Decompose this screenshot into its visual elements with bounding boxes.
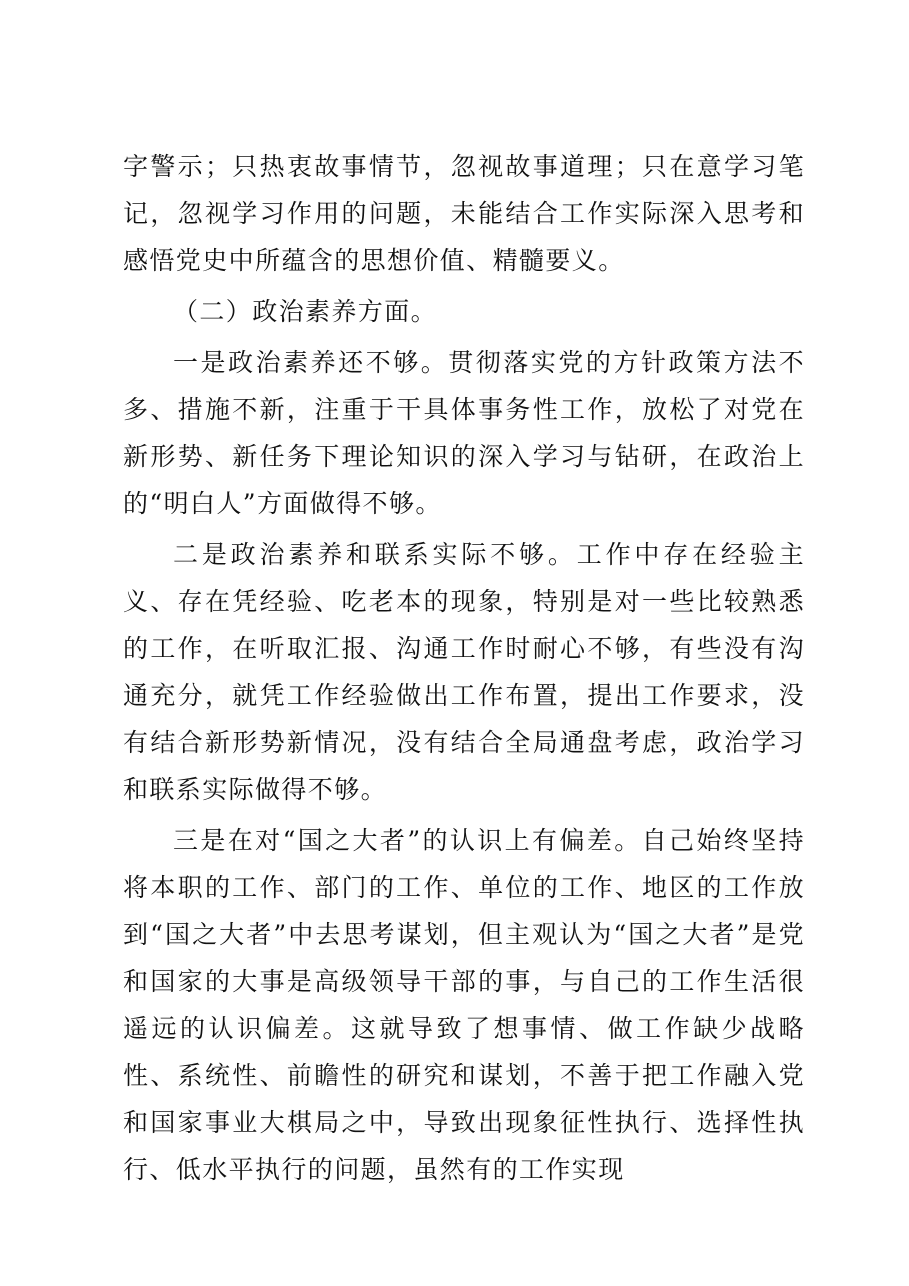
section-heading-political-quality: （二）政治素养方面。: [173, 297, 438, 326]
paragraph-point-one: 一是政治素养还不够。贯彻落实党的方针政策方法不多、措施不新，注重于干具体事务性工作，放松了对党在新形势、新任务下理论知识的深入学习与钻研，在政治上的“明白人”方面做得不够。: [123, 348, 805, 518]
paragraph-continuation: 字警示；只热衷故事情节，忽视故事道理；只在意学习笔记，忽视学习作用的问题，未能结合工作实际深入思考和感悟党史中所蕴含的思想价值、精髓要义。: [123, 152, 805, 275]
document-body: [123, 143, 805, 1193]
paragraph-point-two: 二是政治素养和联系实际不够。工作中存在经验主义、存在凭经验、吃老本的现象，特别是对一些比较熟悉的工作，在听取汇报、沟通工作时耐心不够，有些没有沟通充分，就凭工作经验做出工作布置，提出工作要求，没有结合新形势新情况，没有结合全局通盘考虑，政治学习和联系实际做得不够。: [123, 540, 805, 804]
paragraph-point-three: 三是在对“国之大者”的认识上有偏差。自己始终坚持将本职的工作、部门的工作、单位的工作、地区的工作放到“国之大者”中去思考谋划，但主观认为“国之大者”是党和国家的大事是高级领导干部的事，与自己的工作生活很遥远的认识偏差。这就导致了想事情、做工作缺少战略性、系统性、前瞻性的研究和谋划，不善于把工作融入党和国家事业大棋局之中，导致出现象征性执行、选择性执行、低水平执行的问题，虽然有的工作实现: [123, 826, 805, 1184]
